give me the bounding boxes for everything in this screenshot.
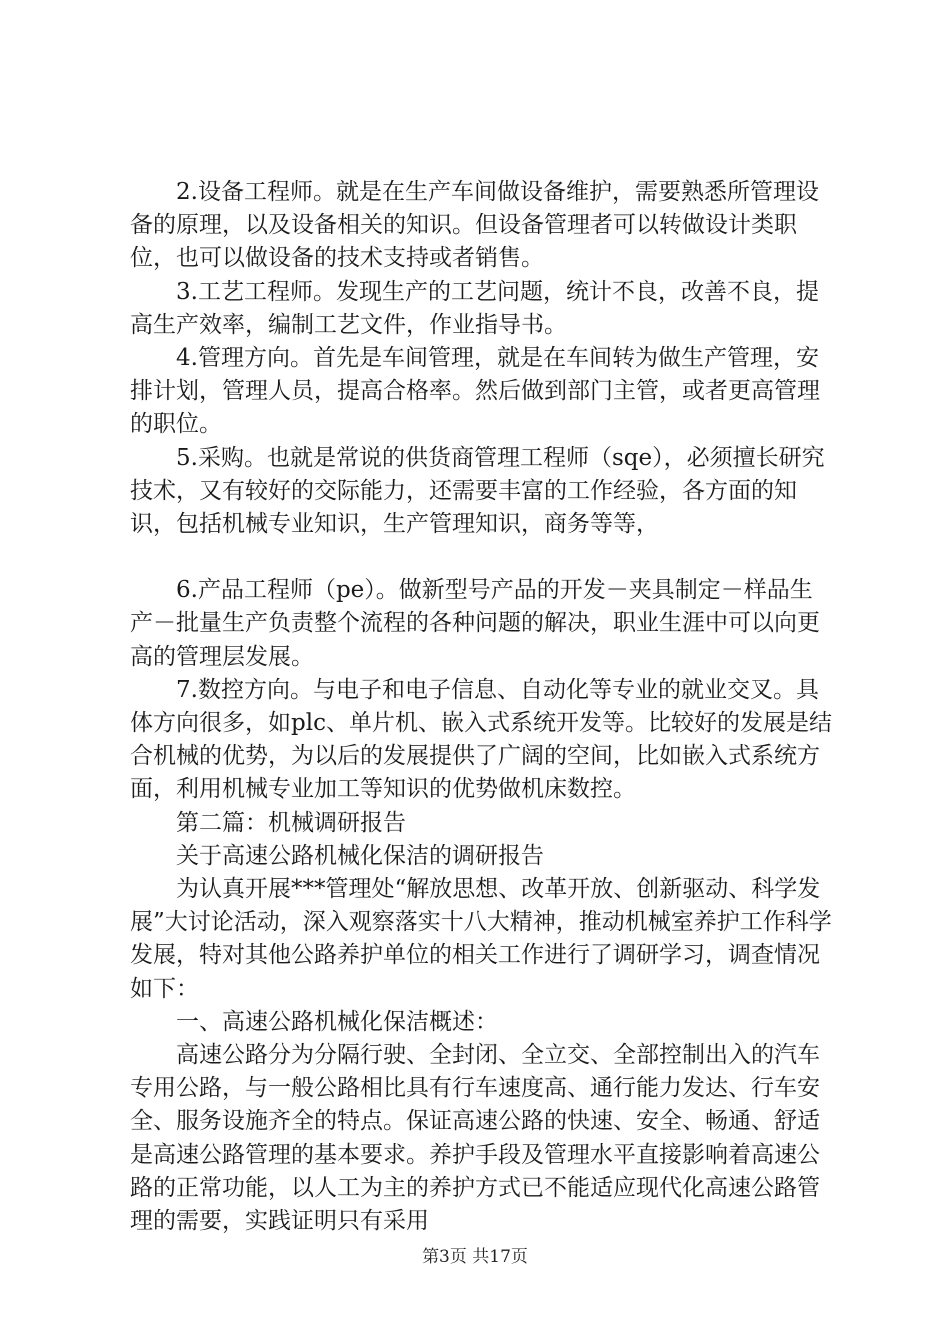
subheading-overview: 一、高速公路机械化保洁概述： xyxy=(176,1008,498,1035)
report-title: 关于高速公路机械化保洁的调研报告 xyxy=(176,842,544,869)
document-body xyxy=(130,176,834,1238)
paragraph-management: 4.管理方向。首先是车间管理，就是在车间转为做生产管理，安排计划，管理人员，提高合格率。然后做到部门主管，或者更高管理的职位。 xyxy=(130,345,820,438)
paragraph-intro: 为认真开展***管理处“解放思想、改革开放、创新驱动、科学发展”大讨论活动，深入观察落实十八大精神，推动机械室养护工作科学发展，特对其他公路养护单位的相关工作进行了调研学习，调查情况如下： xyxy=(130,876,832,1002)
section-heading: 第二篇：机械调研报告 xyxy=(176,809,406,836)
paragraph-spacer xyxy=(130,541,834,574)
paragraph-equipment-engineer: 2.设备工程师。就是在生产车间做设备维护，需要熟悉所管理设备的原理，以及设备相关的知识。但设备管理者可以转做设计类职位，也可以做设备的技术支持或者销售。 xyxy=(130,179,819,272)
paragraph-process-engineer: 3.工艺工程师。发现生产的工艺问题，统计不良，改善不良，提高生产效率，编制工艺文件，作业指导书。 xyxy=(130,278,819,338)
paragraph-product-engineer: 6.产品工程师（pe）。做新型号产品的开发－夹具制定－样品生产－批量生产负责整个流程的各种问题的解决，职业生涯中可以向更高的管理层发展。 xyxy=(130,577,820,670)
paragraph-cnc: 7.数控方向。与电子和电子信息、自动化等专业的就业交叉。具体方向很多，如plc、单片机、嵌入式系统开发等。比较好的发展是结合机械的优势，为以后的发展提供了广阔的空间，比如嵌入式系统方面，利用机械专业加工等知识的优势做机床数控。 xyxy=(130,676,832,803)
paragraph-overview: 高速公路分为分隔行驶、全封闭、全立交、全部控制出入的汽车专用公路，与一般公路相比具有行车速度高、通行能力发达、行车安全、服务设施齐全的特点。保证高速公路的快速、安全、畅通、舒适是高速公路管理的基本要求。养护手段及管理水平直接影响着高速公路的正常功能，以人工为主的养护方式已不能适应现代化高速公路管理的需要，实践证明只有采用 xyxy=(130,1042,820,1235)
paragraph-procurement: 5.采购。也就是常说的供货商管理工程师（sqe），必须擅长研究技术，又有较好的交际能力，还需要丰富的工作经验，各方面的知识，包括机械专业知识，生产管理知识，商务等等， xyxy=(130,444,825,538)
page-number: 第3页 共17页 xyxy=(422,1247,528,1267)
